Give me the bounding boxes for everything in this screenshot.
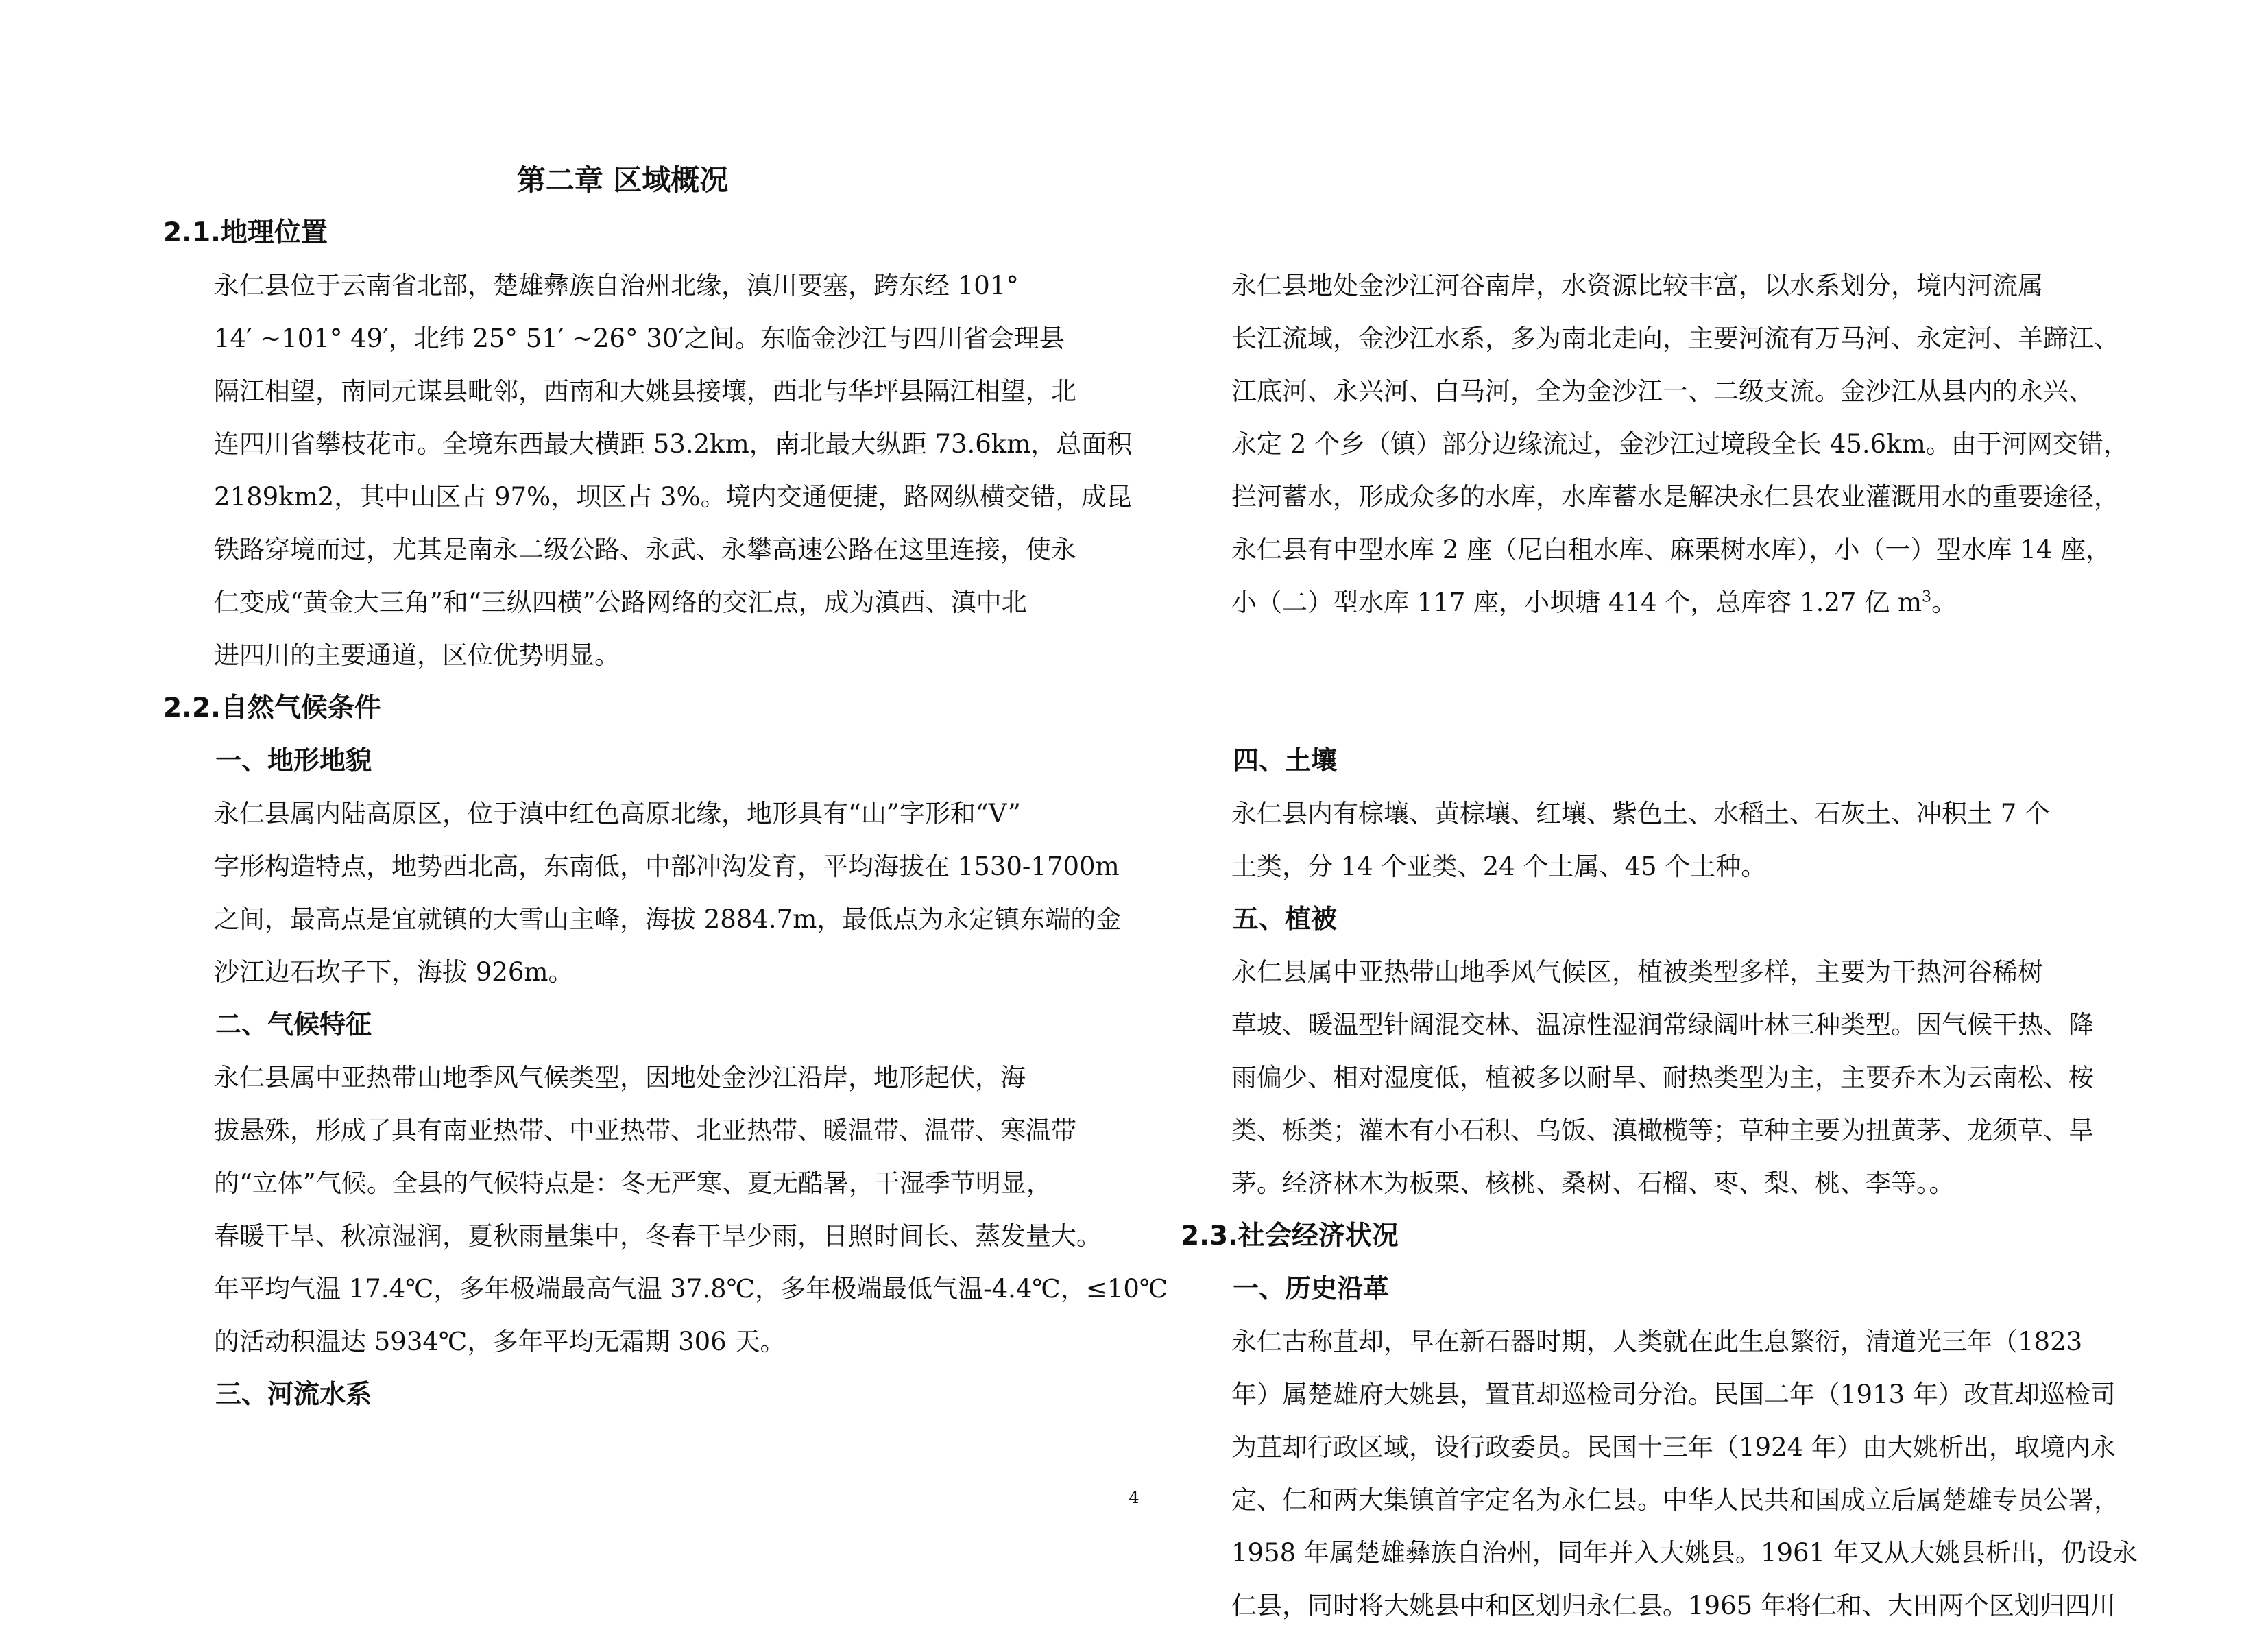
text-line: 永仁县属中亚热带山地季风气候区，植被类型多样，主要为干热河谷稀树	[1231, 957, 2043, 987]
section-heading-2-2: 2.2.自然气候条件	[163, 693, 381, 723]
paragraph-vegetation	[1181, 946, 2099, 1210]
text-line: 雨偏少、相对湿度低，植被多以耐旱、耐热类型为主，主要乔木为云南松、桉	[1231, 1063, 2094, 1092]
paragraph-geographic-location	[163, 259, 1133, 682]
text-line: 江底河、永兴河、白马河，全为金沙江一、二级支流。金沙江从县内的永兴、	[1231, 376, 2094, 406]
text-line: 年）属楚雄府大姚县，置苴却巡检司分治。民国二年（1913 年）改苴却巡检司	[1231, 1380, 2116, 1409]
text-line: 永仁县位于云南省北部，楚雄彝族自治州北缘，滇川要塞，跨东经 101°	[214, 271, 1019, 300]
text-line: 仁县，同时将大姚县中和区划归永仁县。1965 年将仁和、大田两个区划归四川	[1231, 1591, 2116, 1620]
text-line: 永仁古称苴却，早在新石器时期，人类就在此生息繁衍，清道光三年（1823	[1231, 1327, 2083, 1356]
left-column	[163, 154, 1168, 1421]
text-line: 草坡、暖温型针阔混交林、温凉性湿润常绿阔叶林三种类型。因气候干热、降	[1231, 1010, 2094, 1040]
page-number: 4	[1129, 1488, 1139, 1507]
text-line: 永仁县属内陆高原区，位于滇中红色高原北缘，地形具有“山”字形和“V”	[214, 799, 1021, 828]
text-line: 年平均气温 17.4℃，多年极端最高气温 37.8℃，多年极端最低气温-4.4℃，≤10℃	[214, 1274, 1168, 1304]
text-line: 的活动积温达 5934℃，多年平均无霜期 306 天。	[214, 1327, 786, 1356]
paragraph-rivers-lines	[1181, 259, 2129, 576]
subheading-climate: 二、气候特征	[215, 1009, 372, 1040]
right-column	[1181, 154, 2138, 1632]
text-line: 沙江边石坎子下，海拔 926m。	[214, 957, 574, 987]
text-line: 为苴却行政区域，设行政委员。民国十三年（1924 年）由大姚析出，取境内永	[1231, 1432, 2116, 1462]
subheading-history: 一、历史沿革	[1233, 1273, 1390, 1304]
text-line: 隔江相望，南同元谋县毗邻，西南和大姚县接壤，西北与华坪县隔江相望，北	[214, 376, 1076, 406]
subheading-soil: 四、土壤	[1233, 745, 1338, 776]
text-line: 永仁县有中型水库 2 座（尼白租水库、麻栗树水库），小（一）型水库 14 座，	[1231, 535, 2112, 564]
text-line	[1181, 576, 2099, 629]
text-line: 永仁县内有棕壤、黄棕壤、红壤、紫色土、水稻土、石灰土、冲积土 7 个	[1231, 799, 2051, 828]
text-line: 类、栎类；灌木有小石积、乌饭、滇橄榄等；草种主要为扭黄茅、龙须草、旱	[1231, 1116, 2094, 1145]
sentence-end: 。	[1931, 588, 1957, 617]
text-line: 1958 年属楚雄彝族自治州，同年并入大姚县。1961 年又从大姚县析出，仍设永	[1231, 1538, 2138, 1568]
text-line: 永定 2 个乡（镇）部分边缘流过，金沙江过境段全长 45.6km。由于河网交错，	[1231, 429, 2129, 459]
chapter-title: 第二章 区域概况	[516, 163, 729, 197]
text-line: 2189km2，其中山区占 97%，坝区占 3%。境内交通便捷，路网纵横交错，成昆	[214, 482, 1132, 512]
text-line: 连四川省攀枝花市。全境东西最大横距 53.2km，南北最大纵距 73.6km，总面积	[214, 429, 1133, 459]
text-line: 仁变成“黄金大三角”和“三纵四横”公路网络的交汇点，成为滇西、滇中北	[214, 588, 1027, 617]
paragraph-soil	[1181, 787, 2099, 893]
text-line: 茅。经济林木为板栗、核桃、桑树、石榴、枣、梨、桃、李等。。	[1231, 1168, 1955, 1198]
text-line: 永仁县地处金沙江河谷南岸，水资源比较丰富，以水系划分，境内河流属	[1231, 271, 2043, 300]
subheading-rivers: 三、河流水系	[215, 1379, 372, 1409]
text-line: 之间，最高点是宜就镇的大雪山主峰，海拔 2884.7m，最低点为永定镇东端的金	[214, 904, 1122, 934]
text-line: 14′ ~101° 49′，北纬 25° 51′ ~26° 30′之间。东临金沙江与四川省会理县	[214, 324, 1065, 353]
paragraph-rivers	[1181, 154, 2129, 734]
text-line: 字形构造特点，地势西北高，东南低，中部冲沟发育，平均海拔在 1530-1700m	[214, 852, 1120, 881]
text-line: 铁路穿境而过，尤其是南永二级公路、永武、永攀高速公路在这里连接，使永	[214, 535, 1076, 564]
section-heading-2-1: 2.1.地理位置	[163, 217, 328, 248]
paragraph-terrain	[163, 787, 1122, 998]
text-line: 拔悬殊，形成了具有南亚热带、中亚热带、北亚热带、暖温带、温带、寒温带	[214, 1116, 1076, 1145]
text-line: 春暖干旱、秋凉湿润，夏秋雨量集中，冬春干旱少雨，日照时间长、蒸发量大。	[214, 1221, 1102, 1251]
paragraph-climate	[163, 1051, 1168, 1368]
text-line: 永仁县属中亚热带山地季风气候类型，因地处金沙江沿岸，地形起伏，海	[214, 1063, 1026, 1092]
text-line: 进四川的主要通道，区位优势明显。	[214, 640, 620, 670]
section-heading-2-3: 2.3.社会经济状况	[1181, 1221, 1399, 1251]
text-line: 拦河蓄水，形成众多的水库，水库蓄水是解决永仁县农业灌溉用水的重要途径，	[1231, 482, 2119, 512]
text-line: 土类，分 14 个亚类、24 个土属、45 个土种。	[1231, 852, 1767, 881]
subheading-vegetation: 五、植被	[1233, 904, 1338, 934]
text-line: 的“立体”气候。全县的气候特点是：冬无严寒、夏无酷暑，干湿季节明显，	[214, 1168, 1052, 1198]
paragraph-history	[1181, 1315, 2138, 1632]
subheading-terrain: 一、地形地貌	[215, 745, 372, 776]
cubic-superscript: 3	[1922, 588, 1932, 606]
text-line: 长江流域，金沙江水系，多为南北走向，主要河流有万马河、永定河、羊蹄江、	[1231, 324, 2119, 353]
reservoir-capacity-text: 小（二）型水库 117 座，小坝塘 414 个，总库容 1.27 亿 m	[1231, 588, 1922, 617]
text-line: 定、仁和两大集镇首字定名为永仁县。中华人民共和国成立后属楚雄专员公署，	[1231, 1485, 2119, 1515]
